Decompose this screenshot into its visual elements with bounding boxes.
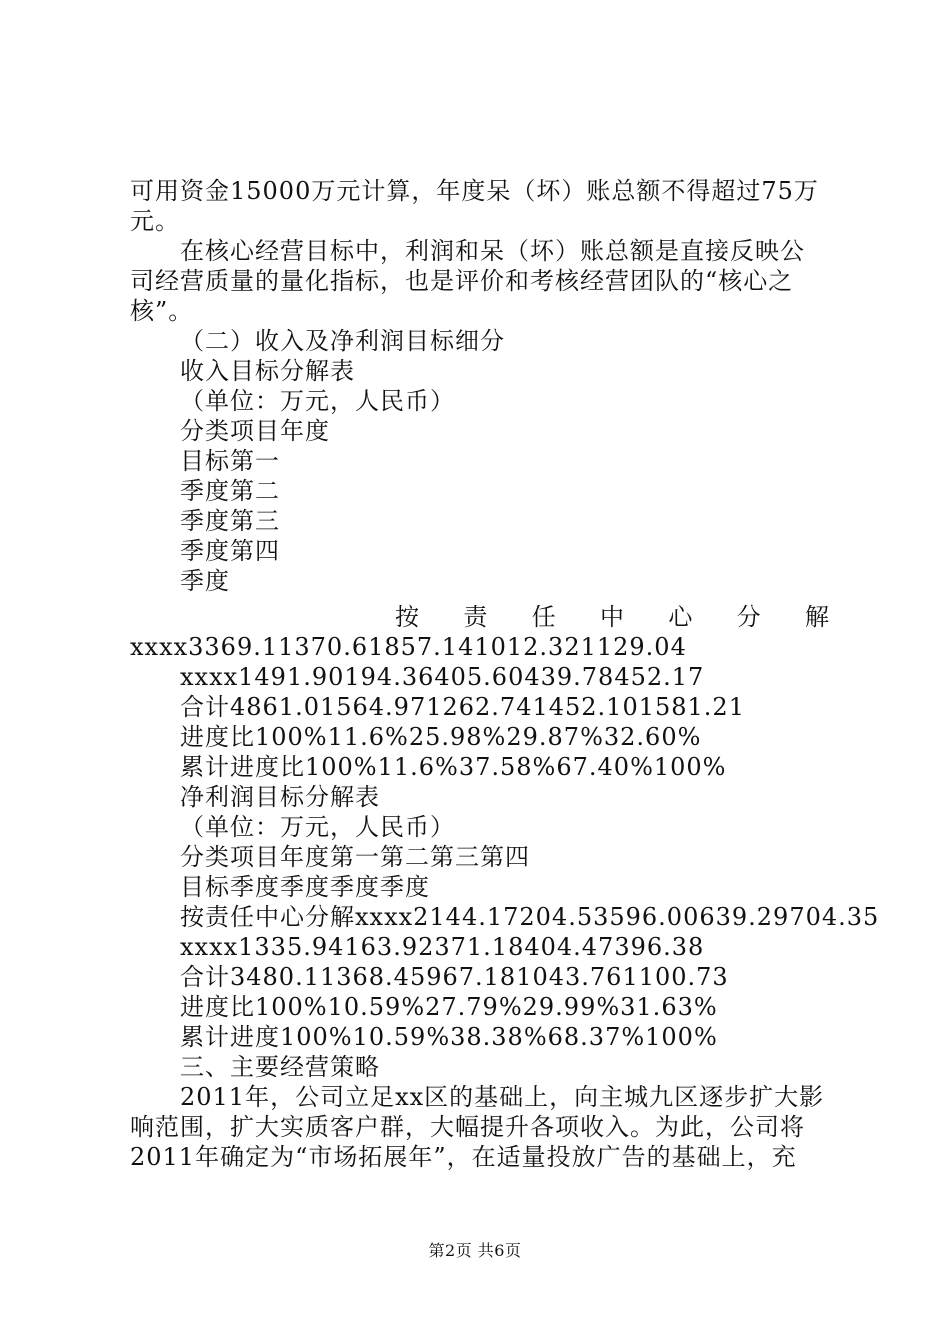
table-title: 净利润目标分解表: [180, 783, 380, 811]
spaced-char: 分: [736, 603, 762, 631]
table-row-text: 进度比100%11.6%25.98%29.87%32.60%: [180, 723, 702, 751]
table-text: 季度第二: [180, 477, 280, 505]
paragraph-line: 2011年确定为“市场拓展年”，在适量投放广告的基础上，充: [130, 1143, 797, 1171]
spaced-char: 任: [531, 603, 557, 631]
table-row-text: 累计进度100%10.59%38.38%68.37%100%: [180, 1023, 718, 1051]
paragraph-line: 可用资金15000万元计算，年度呆（坏）账总额不得超过75万: [130, 177, 819, 205]
spaced-char: 解: [804, 603, 830, 631]
page-footer: 第2页 共6页: [428, 1241, 522, 1260]
table-text: 分类项目年度: [180, 417, 330, 445]
table-row-text: 分类项目年度第一第二第三第四: [180, 843, 530, 871]
paragraph-line: 元。: [130, 207, 180, 235]
spaced-heading: [395, 602, 830, 632]
table-row-text: 合计4861.01564.971262.741452.101581.21: [180, 693, 745, 721]
spaced-char: 责: [463, 603, 489, 631]
table-text: 季度第四: [180, 537, 280, 565]
paragraph-line: 2011年，公司立足xx区的基础上，向主城九区逐步扩大影: [180, 1083, 825, 1111]
table-row-text: xxxx1491.90194.36405.60439.78452.17: [180, 663, 705, 691]
spaced-char: 按: [395, 603, 420, 631]
table-row-text: 目标季度季度季度季度: [180, 873, 430, 901]
spaced-char: 心: [668, 603, 694, 631]
table-row-text: xxxx3369.11370.61857.141012.321129.04: [130, 633, 687, 661]
table-row-text: 合计3480.11368.45967.181043.761100.73: [180, 963, 729, 991]
table-title: 收入目标分解表: [180, 357, 355, 385]
table-text: 季度: [180, 567, 230, 595]
paragraph-line: 核”。: [130, 297, 194, 325]
paragraph-line: 在核心经营目标中，利润和呆（坏）账总额是直接反映公: [180, 237, 805, 265]
table-row-text: 按责任中心分解xxxx2144.17204.53596.00639.29704.35: [180, 903, 880, 931]
spaced-char: 中: [599, 603, 625, 631]
table-row-text: 累计进度比100%11.6%37.58%67.40%100%: [180, 753, 727, 781]
table-text: 目标第一: [180, 447, 280, 475]
table-text: 季度第三: [180, 507, 280, 535]
paragraph-line: 司经营质量的量化指标，也是评价和考核经营团队的“核心之: [130, 267, 794, 295]
table-row-text: xxxx1335.94163.92371.18404.47396.38: [180, 933, 705, 961]
section-heading: （二）收入及净利润目标细分: [180, 327, 505, 355]
table-unit: （单位：万元，人民币）: [180, 813, 455, 841]
table-row-text: 进度比100%10.59%27.79%29.99%31.63%: [180, 993, 718, 1021]
section-heading: 三、主要经营策略: [180, 1053, 380, 1081]
table-unit: （单位：万元，人民币）: [180, 387, 455, 415]
paragraph-line: 响范围，扩大实质客户群，大幅提升各项收入。为此，公司将: [130, 1113, 805, 1141]
